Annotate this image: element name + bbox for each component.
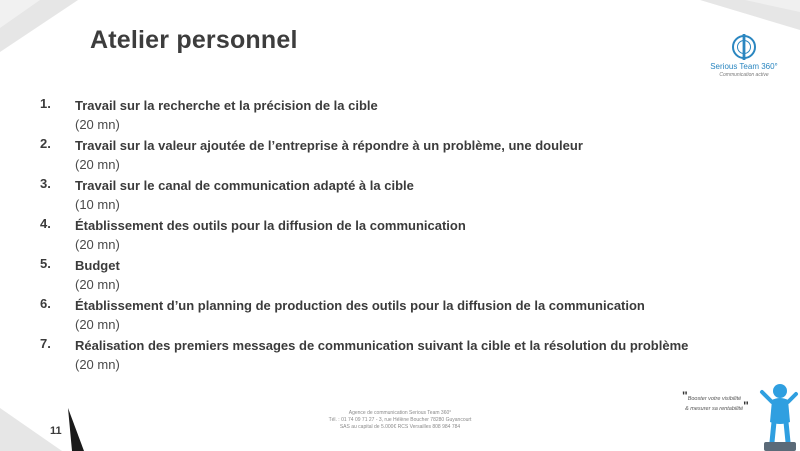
agenda-number: 3.: [40, 176, 51, 191]
agenda-item-1: [40, 96, 740, 136]
agenda-duration: (20 mn): [75, 237, 120, 252]
footer-line-address: Tél. : 01 74 09 71 27 - 3, rue Hélène Boucher 78280 Guyancourt: [328, 417, 472, 423]
agenda-item-6: [40, 296, 740, 336]
footer-line-company: Agence de communication Serious Team 360°: [348, 410, 452, 416]
mascot-figure-icon: [758, 382, 800, 451]
agenda-number: 5.: [40, 256, 51, 271]
agenda-item-7: [40, 336, 740, 376]
agenda-duration: (20 mn): [75, 117, 120, 132]
open-quote-mark: ": [682, 389, 688, 403]
agenda-title: Travail sur le canal de communication adapté à la cible: [75, 178, 414, 193]
agenda-number: 6.: [40, 296, 51, 311]
footer-line-legal: SAS au capital de 5.000€ RCS Versailles 808 984 784: [339, 424, 461, 430]
agenda-item-4: [40, 216, 740, 256]
footer-company-info: [300, 410, 500, 431]
logo-mark-icon: [700, 33, 788, 63]
bottom-left-black-sliver: [68, 408, 84, 451]
agenda-number: 7.: [40, 336, 51, 351]
agenda-item-3: [40, 176, 740, 216]
agenda-title: Budget: [75, 258, 120, 273]
agenda-duration: (20 mn): [75, 317, 120, 332]
agenda-number: 1.: [40, 96, 51, 111]
slide-title: Atelier personnel: [90, 26, 298, 54]
agenda-number: 2.: [40, 136, 51, 151]
agenda-title: Travail sur la recherche et la précision de la cible: [75, 98, 378, 113]
brand-logo: [700, 33, 788, 89]
agenda-title: Travail sur la valeur ajoutée de l’entreprise à répondre à un problème, une douleur: [75, 138, 583, 153]
agenda-duration: (10 mn): [75, 197, 120, 212]
slogan-line-1: Booster votre visibilité: [687, 396, 742, 402]
slogan-quote: [682, 389, 762, 413]
agenda-title: Établissement d’un planning de production des outils pour la diffusion de la communication: [75, 298, 645, 313]
page-number: 11: [50, 425, 62, 437]
agenda-number: 4.: [40, 216, 51, 231]
agenda-duration: (20 mn): [75, 357, 120, 372]
agenda-duration: (20 mn): [75, 277, 120, 292]
logo-tagline: Communication active: [719, 72, 769, 78]
agenda-item-2: [40, 136, 740, 176]
agenda-title: Réalisation des premiers messages de communication suivant la cible et la résolution du problème: [75, 338, 689, 353]
agenda-list: [40, 96, 740, 376]
agenda-duration: (20 mn): [75, 157, 120, 172]
logo-name: Serious Team 360°: [710, 62, 778, 71]
agenda-item-5: [40, 256, 740, 296]
slogan-line-2: & mesurer sa rentabilité: [685, 406, 744, 412]
close-quote-mark: ": [743, 399, 749, 413]
agenda-title: Établissement des outils pour la diffusion de la communication: [75, 218, 466, 233]
